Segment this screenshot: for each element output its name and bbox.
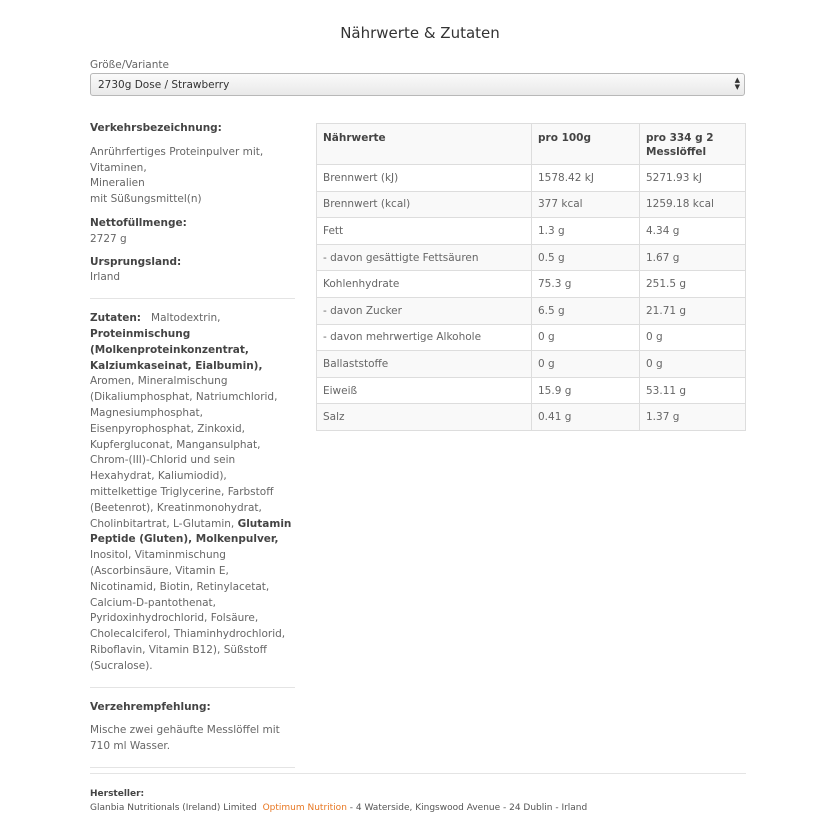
table-header: pro 334 g 2 Messlöffel — [640, 124, 746, 165]
table-cell: 6.5 g — [532, 297, 640, 324]
variant-select[interactable] — [90, 73, 745, 96]
manufacturer-brand-link[interactable]: Optimum Nutrition — [262, 803, 347, 813]
manufacturer-label: Hersteller: — [90, 789, 145, 799]
origin-label: Ursprungsland: — [90, 255, 182, 268]
table-row — [317, 404, 746, 431]
table-cell: 0 g — [532, 324, 640, 351]
table-header: Nährwerte — [317, 124, 532, 165]
ingredients-part: Maltodextrin, — [151, 312, 221, 325]
ingredients — [90, 311, 295, 674]
ingredients-part-bold: Glutamin Peptide (Gluten), Molkenpulver, — [90, 517, 292, 546]
product-info-column — [90, 121, 295, 768]
table-cell: - davon gesättigte Fettsäuren — [317, 244, 532, 271]
table-cell: Kohlenhydrate — [317, 271, 532, 298]
ingredients-part: Aromen, Mineralmischung (Dikaliumphosphat, Natriumchlorid, Magnesiumphosphat, Eisenpyrophosphat, Zinkoxid, Kupfergluconat, Mangansulphat, Chrom-(III)-Chlorid und sein Hexahydrat, Kaliumiodid), mittelkettige Triglycerine, Farbstoff (Beetenrot), Kreatinmonohydrat, Cholinbitartrat, L-Glutamin, — [90, 375, 278, 530]
net-quantity-value: 2727 g — [90, 232, 127, 245]
designation-line: Anrührfertiges Proteinpulver mit, Vitaminen, — [90, 145, 264, 174]
page-title: Nährwerte & Zutaten — [340, 24, 500, 42]
table-cell: 1.37 g — [640, 404, 746, 431]
table-row — [317, 165, 746, 192]
table-cell: - davon mehrwertige Alkohole — [317, 324, 532, 351]
table-cell: Ballaststoffe — [317, 351, 532, 378]
table-cell: 1.67 g — [640, 244, 746, 271]
table-row — [317, 218, 746, 245]
table-cell: 53.11 g — [640, 377, 746, 404]
table-cell: Eiweiß — [317, 377, 532, 404]
net-quantity-label: Nettofüllmenge: — [90, 216, 187, 229]
designation-line: Mineralien — [90, 177, 145, 190]
table-row — [317, 351, 746, 378]
recommendation-label: Verzehrempfehlung: — [90, 700, 211, 713]
ingredients-label: Zutaten: — [90, 312, 142, 325]
table-header: pro 100g — [532, 124, 640, 165]
ingredients-part-bold: Proteinmischung (Molkenproteinkonzentrat, Kalziumkaseinat, Eialbumin), — [90, 327, 263, 372]
table-row — [317, 297, 746, 324]
table-row — [317, 244, 746, 271]
nutrition-table — [316, 123, 746, 431]
table-cell: 4.34 g — [640, 218, 746, 245]
variant-label: Größe/Variante — [90, 59, 169, 71]
table-cell: 1259.18 kcal — [640, 191, 746, 218]
origin-value: Irland — [90, 271, 121, 284]
table-cell: 377 kcal — [532, 191, 640, 218]
select-arrows-icon: ▲ ▼ — [734, 76, 740, 91]
table-cell: Brennwert (kJ) — [317, 165, 532, 192]
ingredients-part: Inositol, Vitaminmischung (Ascorbinsäure, Vitamin E, Nicotinamid, Biotin, Retinylacetat, Calcium-D-pantothenat, Pyridoxinhydrochlorid, Folsäure, Cholecalciferol, Thiaminhydrochlorid, Riboflavin, Vitamin B12), Süßstoff (Sucralose). — [90, 549, 286, 672]
designation-label: Verkehrsbezeichnung: — [90, 122, 222, 134]
table-row — [317, 377, 746, 404]
manufacturer-footer — [90, 787, 587, 815]
table-cell: - davon Zucker — [317, 297, 532, 324]
table-cell: Fett — [317, 218, 532, 245]
table-cell: 251.5 g — [640, 271, 746, 298]
table-cell: Brennwert (kcal) — [317, 191, 532, 218]
divider — [90, 767, 295, 768]
table-row — [317, 191, 746, 218]
table-cell: Salz — [317, 404, 532, 431]
table-cell: 0 g — [532, 351, 640, 378]
table-row — [317, 271, 746, 298]
table-cell: 1.3 g — [532, 218, 640, 245]
footer-divider — [90, 773, 746, 774]
table-cell: 0.41 g — [532, 404, 640, 431]
variant-selected-value: 2730g Dose / Strawberry — [98, 79, 230, 91]
table-cell: 21.71 g — [640, 297, 746, 324]
table-cell: 0 g — [640, 351, 746, 378]
table-cell: 0.5 g — [532, 244, 640, 271]
table-cell: 0 g — [640, 324, 746, 351]
table-cell: 15.9 g — [532, 377, 640, 404]
manufacturer-address: - 4 Waterside, Kingswood Avenue - 24 Dublin - Irland — [349, 803, 588, 813]
recommendation-text: Mische zwei gehäufte Messlöffel mit 710 ml Wasser. — [90, 724, 280, 753]
table-cell: 5271.93 kJ — [640, 165, 746, 192]
designation-line: mit Süßungsmittel(n) — [90, 193, 202, 206]
manufacturer-company: Glanbia Nutritionals (Ireland) Limited — [90, 803, 257, 813]
table-cell: 75.3 g — [532, 271, 640, 298]
table-row — [317, 324, 746, 351]
table-cell: 1578.42 kJ — [532, 165, 640, 192]
